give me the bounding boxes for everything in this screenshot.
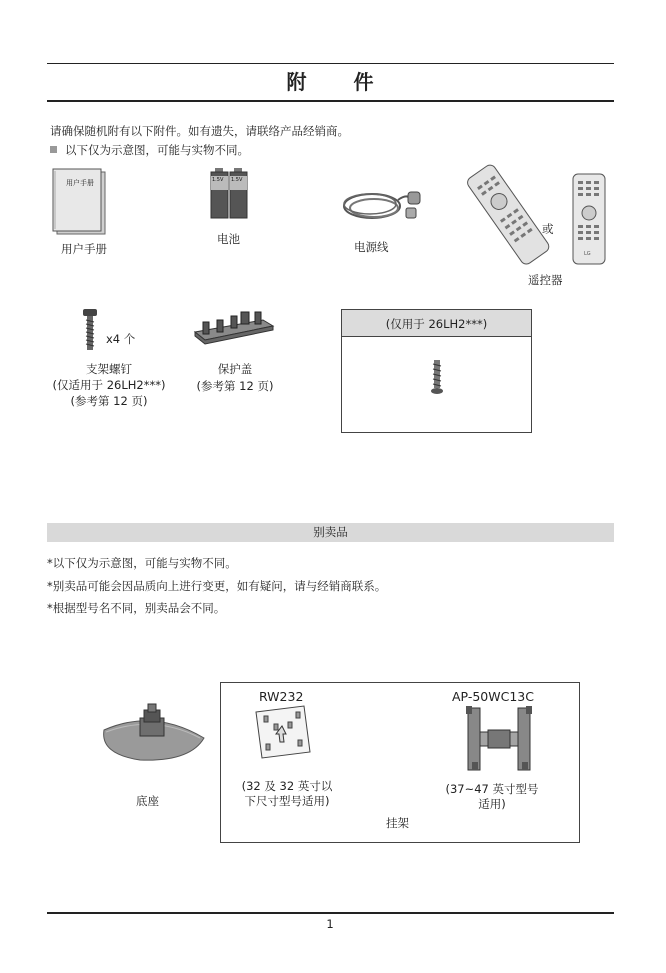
- remote-or-text: 或: [542, 222, 554, 236]
- manual-cover-text: 用户手册: [66, 179, 94, 187]
- stand-screw-note: (仅适用于 26LH2***): [52, 378, 166, 392]
- page-title: [47, 66, 614, 95]
- ap50-note-line-1: (37~47 英寸型号: [445, 782, 539, 796]
- intro-line-2-text: 以下仅为示意图，可能与实物不同。: [65, 143, 249, 157]
- battery-cell-label-2: 1.5V: [231, 177, 243, 183]
- power-cord-icon: [340, 186, 426, 226]
- note-1: *以下仅为示意图，可能与实物不同。: [47, 556, 237, 570]
- bullet-square-icon: [50, 146, 57, 153]
- top-rule: [47, 63, 614, 64]
- title-char-2: 件: [353, 70, 375, 94]
- note-3: *根据型号名不同，别卖品会不同。: [47, 601, 226, 615]
- sold-separately-band: 别卖品: [47, 523, 614, 542]
- intro-line-2: [50, 143, 249, 158]
- battery-cell-label-1: 1.5V: [212, 177, 224, 183]
- protective-cover-icon: [193, 308, 277, 344]
- wall-mount-label: 挂架: [386, 816, 409, 830]
- protective-cover-page-ref: (参考第 12 页): [196, 379, 274, 393]
- note-2: *别卖品可能会因品质向上进行变更，如有疑问，请与经销商联系。: [47, 579, 387, 593]
- stand-screw-icon: [80, 309, 102, 351]
- ap50-model: AP-50WC13C: [452, 689, 534, 704]
- stand-screw-page-ref: (参考第 12 页): [70, 394, 148, 408]
- screw-box-header: (仅用于 26LH2***): [342, 310, 531, 337]
- stand-screw-count: x4 个: [106, 332, 136, 346]
- stand-base-icon: [100, 708, 208, 764]
- footer-rule: [47, 912, 614, 914]
- intro-line-1: 请确保随机附有以下附件。如有遗失，请联络产品经销商。: [50, 124, 349, 138]
- stand-screw-label: 支架螺钉: [86, 362, 132, 376]
- base-label: 底座: [136, 794, 159, 808]
- rw232-bracket-icon: [252, 706, 314, 758]
- battery-icon: [211, 168, 247, 220]
- manual-label: 用户手册: [61, 242, 107, 256]
- title-char-1: 附: [286, 70, 308, 94]
- power-cord-label: 电源线: [354, 240, 389, 254]
- screw-box-26lh2: [341, 309, 532, 433]
- rw232-note-line-2: 下尺寸型号适用): [244, 794, 330, 808]
- remote-label: 遥控器: [528, 273, 563, 287]
- screw-icon: [431, 360, 443, 396]
- protective-cover-label: 保护盖: [217, 362, 253, 376]
- remote-control-icon-angled: [464, 168, 554, 260]
- ap50-bracket-icon: [462, 706, 540, 776]
- ap50-note-line-2: 适用): [478, 797, 506, 811]
- battery-label: 电池: [217, 232, 240, 246]
- page-number: 1: [326, 917, 334, 931]
- rw232-model: RW232: [259, 689, 304, 704]
- rw232-note-line-1: (32 及 32 英寸以: [241, 779, 333, 793]
- remote-brand-text: LG: [584, 251, 591, 257]
- title-rule: [47, 100, 614, 102]
